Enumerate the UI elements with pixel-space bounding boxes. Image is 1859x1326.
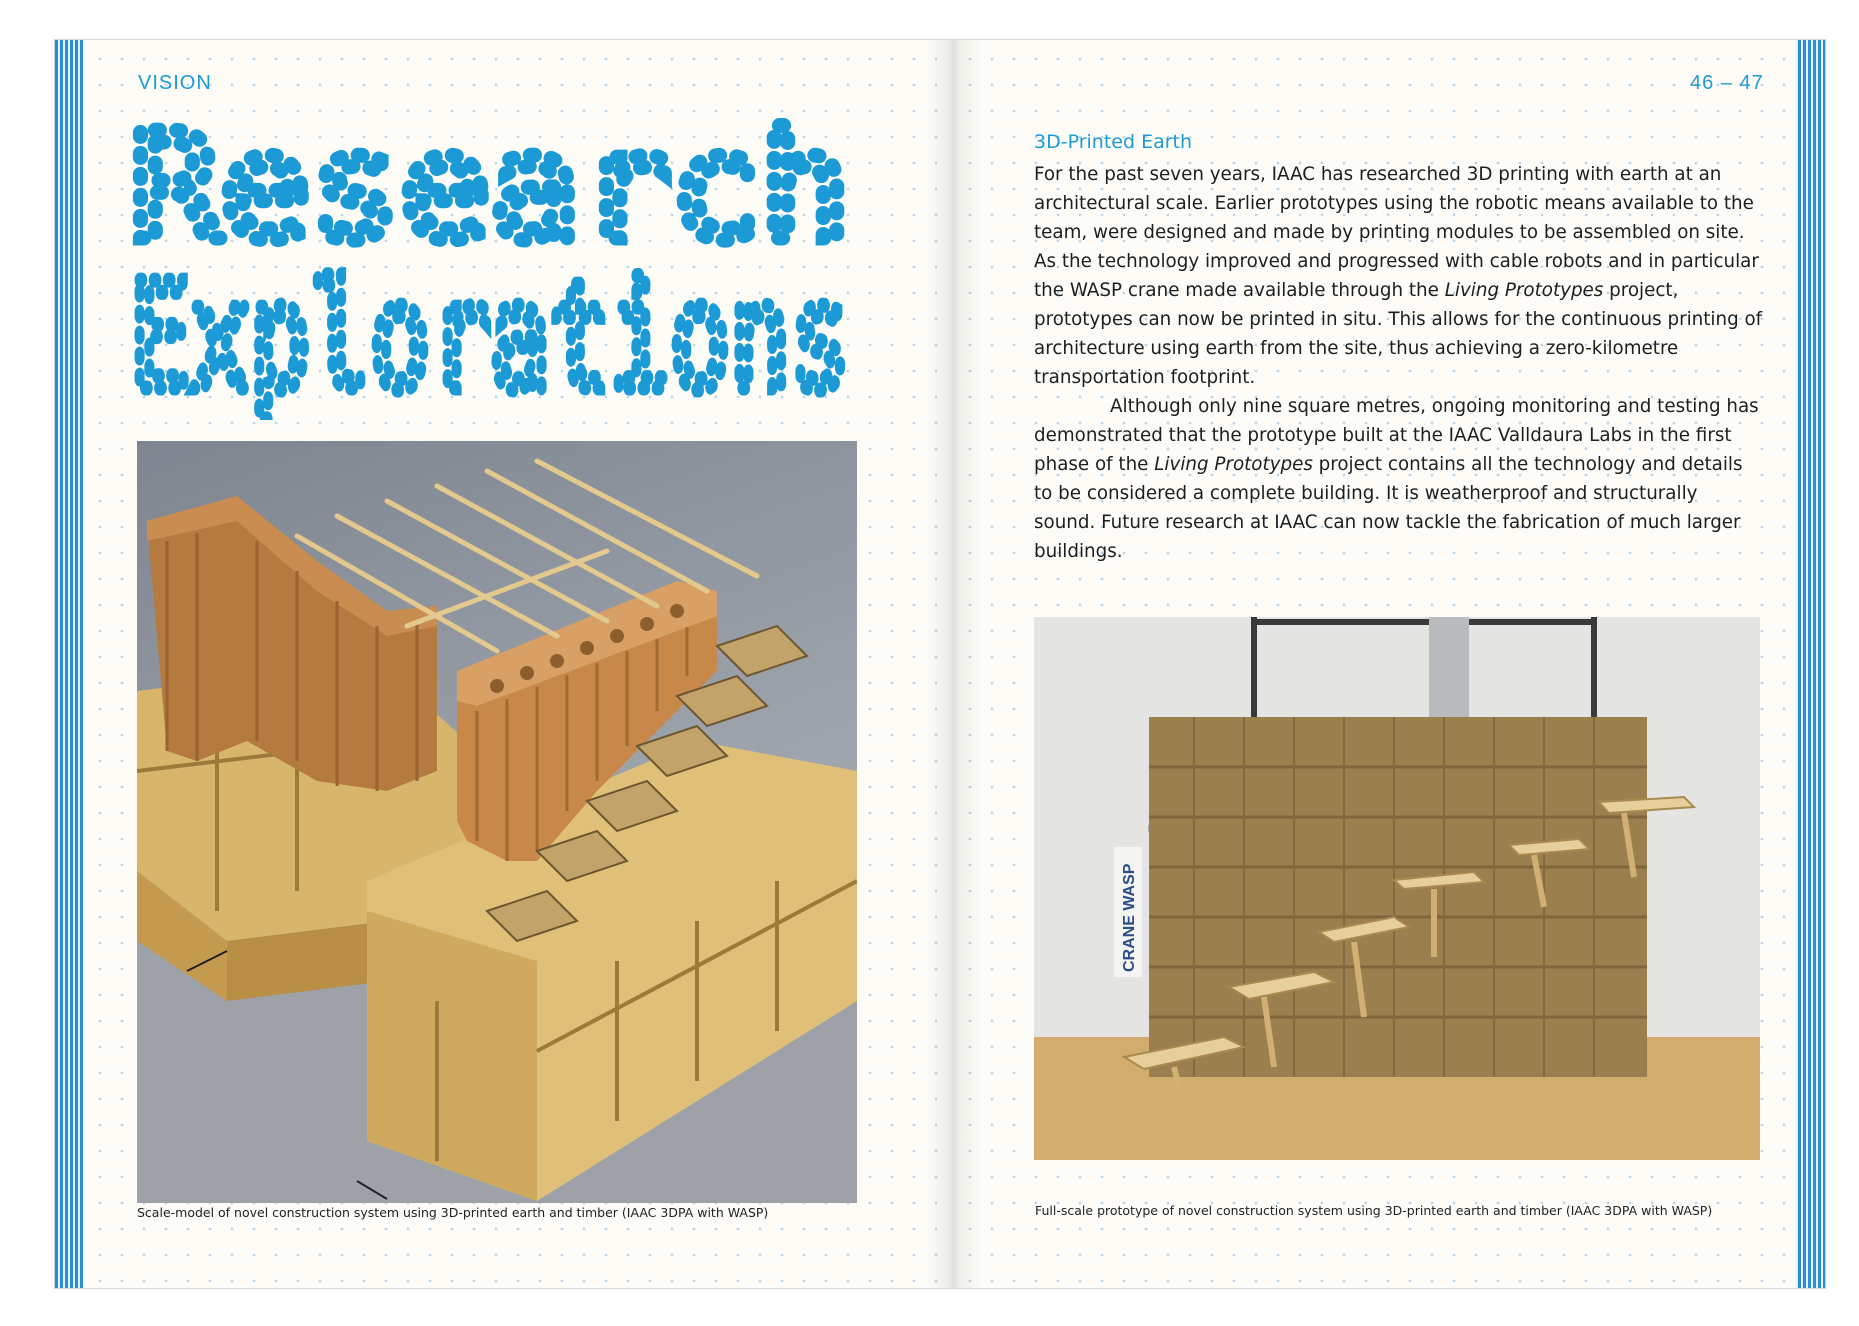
scale-model-photo xyxy=(137,441,857,1203)
paragraph-2-text-end: project, prototypes can now be printed in situ. This allows for the continuous printing of architecture using earth from the site, thus achieving a zero-kilometre transportation footprint. xyxy=(1034,280,1763,388)
paragraph-2-italic: Living Prototypes xyxy=(1444,280,1604,301)
paragraph-1-line-3: team, were designed and made by printing modules to be assembled on site. xyxy=(1034,222,1745,243)
book-gutter xyxy=(925,40,983,1288)
right-page-edge xyxy=(1796,40,1825,1288)
prototype-illustration xyxy=(1034,617,1760,1160)
page-title xyxy=(120,100,880,420)
paragraph-3-text: Although only nine square metres, ongoing monitoring and testing has demonstrated that the prototype built at the IAAC Valldaura Labs in the first phase of the xyxy=(1034,396,1759,475)
left-page-edge xyxy=(55,40,83,1288)
paragraph-2-text: As the technology improved and progressed with cable robots and in particular the WASP crane made available through the xyxy=(1034,251,1759,301)
crane-wasp-sign: CRANE WASP xyxy=(1121,863,1138,972)
paragraph-3 xyxy=(1034,392,1764,566)
paragraph-3-italic: Living Prototypes xyxy=(1154,454,1313,475)
scale-model-illustration xyxy=(137,441,857,1203)
section-label: VISION xyxy=(138,72,212,94)
paragraph-3-text-end: project contains all the technology and details to be considered a complete building. It is weatherproof and structurally sound. Future research at IAAC can now tackle the fabrication of much larger buildings. xyxy=(1034,454,1743,562)
page-numbers: 46 – 47 xyxy=(1690,72,1764,94)
title-line-1: Research xyxy=(130,101,850,273)
paragraph-2 xyxy=(1034,247,1764,392)
article-body xyxy=(1034,160,1764,566)
title-line-2: Explorations xyxy=(130,251,850,420)
section-subheading: 3D-Printed Earth xyxy=(1034,131,1193,153)
left-photo-caption: Scale-model of novel construction system using 3D-printed earth and timber (IAAC 3DPA with WASP) xyxy=(137,1205,769,1220)
prototype-photo xyxy=(1034,617,1760,1160)
right-photo-caption: Full-scale prototype of novel construction system using 3D-printed earth and timber (IAAC 3DPA with WASP) xyxy=(1035,1203,1713,1218)
paragraph-1-line-2: architectural scale. Earlier prototypes using the robotic means available to the xyxy=(1034,193,1754,214)
paragraph-1-line-1: For the past seven years, IAAC has researched 3D printing with earth at an xyxy=(1034,164,1722,185)
